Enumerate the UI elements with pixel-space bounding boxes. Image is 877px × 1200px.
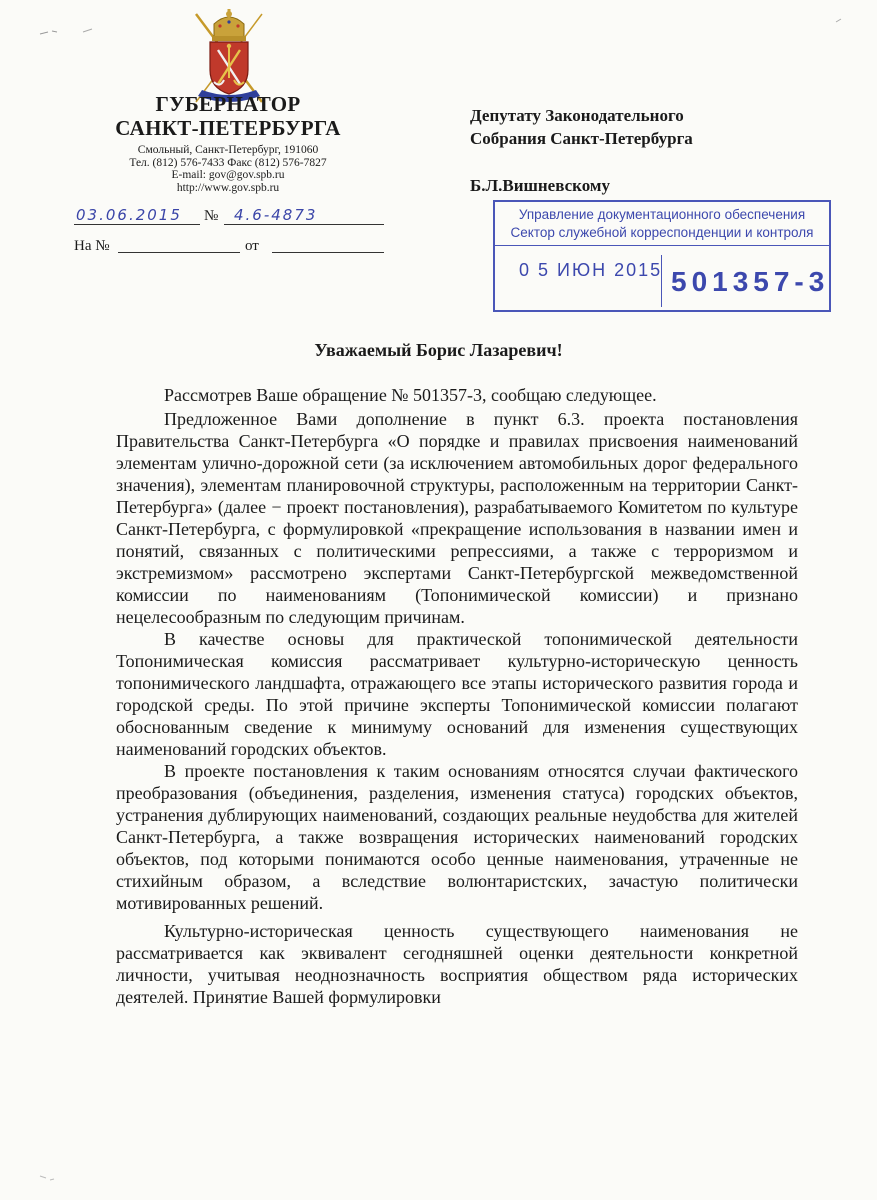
registration-date: 03.06.2015: [76, 206, 182, 224]
paragraph: Предложенное Вами дополнение в пункт 6.3. проекта постановления Правительства Санкт-Петербурга «О порядке и правилах присвоения наименований элементам улично-дорожной сети (за исключением автомобильных дорог федерального значения), элементам планировочной структуры, расположенным на территории Санкт-Петербурга» (далее − проект постановления), разрабатываемого Комитетом по культуре Санкт-Петербурга, с формулировкой «прекращение использования в названии имен и понятий, связанных с политическими репрессиями, а также с терроризмом и экстремизмом» рассмотрено экспертами Санкт-Петербургской межведомственной комиссии по наименованиям (Топонимической комиссии) и признано нецелесообразным по следующим причинам.: [116, 409, 798, 627]
addressee-line2: Собрания Санкт-Петербурга: [470, 129, 693, 148]
sender-phone: Тел. (812) 576-7433 Факс (812) 576-7827: [129, 156, 327, 169]
sender-address: Смольный, Санкт-Петербург, 191060: [137, 144, 319, 156]
addressee-name: Б.Л.Вишневскому: [470, 176, 610, 195]
registration-line: [74, 203, 384, 227]
reference-from-label: от: [245, 238, 259, 254]
paragraph: В качестве основы для практической топонимической деятельности Топонимическая комиссия рассматривает культурно-историческую ценность топонимического ландшафта, отражающего все этапы исторического развития города и городской среды. По этой причине эксперты Топонимической комиссии полагают обоснованным сведение к минимуму оснований для изменения существующих наименований городских объектов.: [116, 629, 798, 759]
registration-number: 4.6-4873: [234, 206, 318, 224]
reference-label: На №: [74, 238, 110, 254]
sender-email: E-mail: gov@gov.spb.ru: [171, 169, 285, 181]
stamp-date: 0 5 ИЮН 2015: [519, 260, 663, 280]
number-sign: №: [204, 208, 219, 224]
addressee-block: [470, 104, 850, 197]
reference-line: [74, 233, 384, 257]
paragraph: В проекте постановления к таким основаниям относятся случаи фактического преобразования (объединения, разделения, изменения статуса) городских объектов, устранения дублирующих наименований, создающих реальные неудобства для жителей Санкт-Петербурга, а также возвращения исторических наименований городских объектов, под которыми понимаются особо ценные наименования, утраченные не стихийным образом, а вследствие волюнтаристских, зачастую политически мотивированных решений.: [116, 761, 798, 913]
registration-stamp: [493, 200, 831, 312]
sender-title-line1: ГУБЕРНАТОР: [155, 92, 301, 116]
salutation: Уважаемый Борис Лазаревич!: [314, 340, 563, 360]
letter-body: [116, 384, 798, 1008]
addressee-line1: Депутату Законодательного: [470, 106, 684, 125]
sender-website: http://www.gov.spb.ru: [176, 181, 280, 194]
paragraph: Рассмотрев Ваше обращение № 501357-3, сообщаю следующее.: [164, 385, 657, 405]
sender-contacts: [90, 144, 366, 194]
stamp-sector: Сектор служебной корреспонденции и контроля: [510, 225, 814, 240]
sender-title: [90, 92, 366, 140]
paragraph: Культурно-историческая ценность существующего наименования не рассматривается как эквивалент сегодняшней оценки деятельности конкретной личности, учитывая неоднозначность восприятия обществом ряда исторических деятелей. Принятие Вашей формулировки: [116, 921, 798, 1007]
stamp-number: 501357-3: [671, 266, 830, 297]
stamp-department: Управление документационного обеспечения: [518, 207, 806, 222]
sender-title-line2: САНКТ-ПЕТЕРБУРГА: [115, 116, 341, 140]
